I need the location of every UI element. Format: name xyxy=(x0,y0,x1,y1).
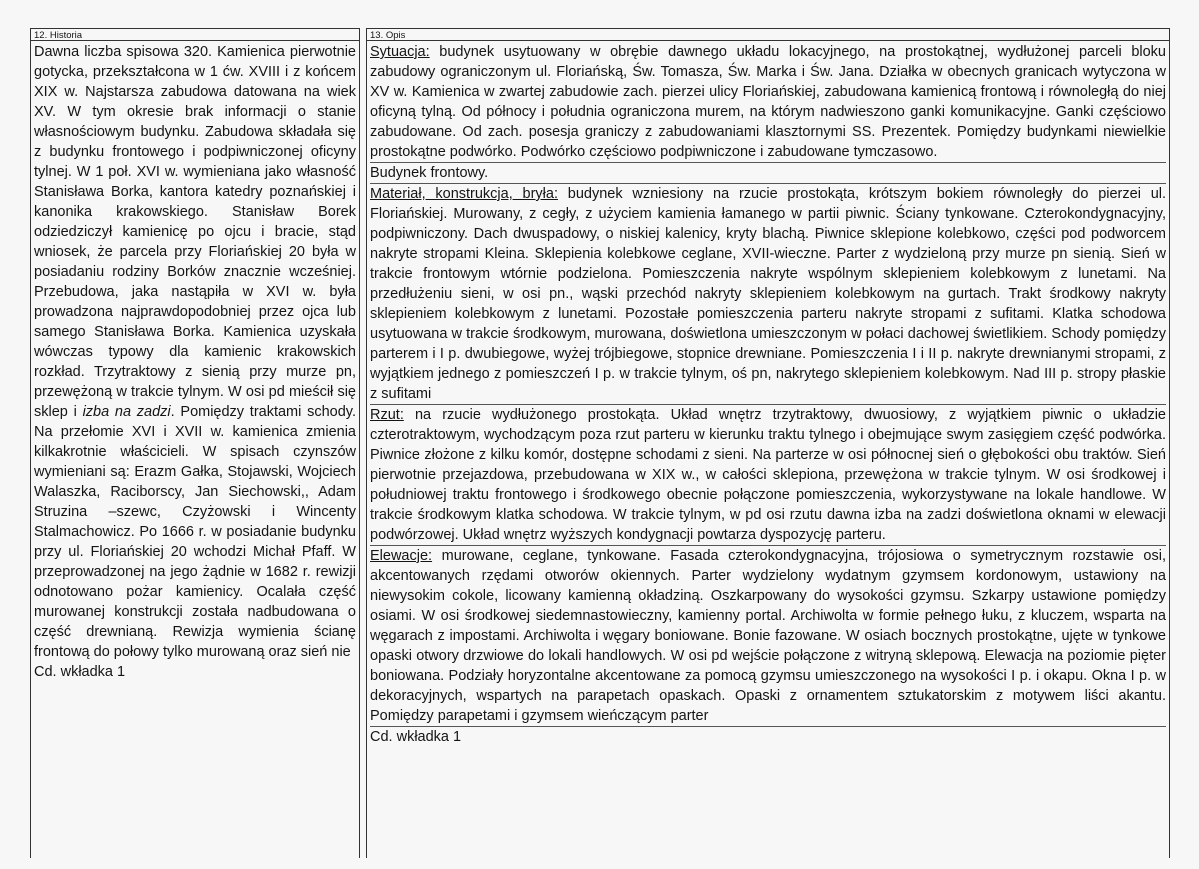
history-header: 12. Historia xyxy=(31,28,359,41)
budynek-frontowy-line xyxy=(370,163,1166,184)
description-text xyxy=(367,41,1169,747)
rzut-label: Rzut: xyxy=(370,407,404,423)
sytuacja-label: Sytuacja: xyxy=(370,44,430,60)
material-section xyxy=(370,184,1166,405)
sytuacja-text: budynek usytuowany w obrębie dawnego układu lokacyjnego, na prostokątnej, wydłużonej parceli bloku zabudowy ograniczonym ul. Floriańską, Św. Tomasza, Św. Marka i Św. Jana. Działka w obecnych granicach wytyczona w XV w. Kamienica w zwartej zabudowie zach. pierzei ulicy Floriańskiej, zabudowana kamienicą frontową i równoległą do niej oficyną tylną. Od północy i południa ograniczona murem, na którym nadwieszono ganki komunikacyjne. Ganki częściowo zabudowane. Od zach. posesja graniczy z zabudowaniami klasztornymi SS. Prezentek. Pomiędzy budynkami niewielkie prostokątne podwórko. Podwórko częściowo podpiwniczone i zabudowane tymczasowo. xyxy=(370,44,1166,160)
description-column xyxy=(366,28,1170,858)
elewacje-label: Elewacje: xyxy=(370,548,433,564)
elewacje-section xyxy=(370,546,1166,727)
history-text xyxy=(31,41,359,682)
history-italic-term: izba na zadzi xyxy=(82,404,171,420)
description-continuation: Cd. wkładka 1 xyxy=(370,729,462,745)
rzut-section xyxy=(370,405,1166,546)
history-column xyxy=(30,28,360,858)
description-header: 13. Opis xyxy=(367,28,1169,41)
material-label: Materiał, konstrukcja, bryła: xyxy=(370,186,558,202)
record-card xyxy=(30,28,1170,858)
history-continuation: Cd. wkładka 1 xyxy=(34,664,126,680)
budynek-frontowy-text: Budynek frontowy. xyxy=(370,165,489,181)
sytuacja-section xyxy=(370,42,1166,163)
history-text-part2: . Pomiędzy traktami schody. Na przełomie XVI i XVII w. kamienica zmienia kilkakrotnie właścicieli. W spisach czynszów wymieniani są: Erazm Gałka, Stojawski, Wojciech Walaszka, Raciborscy, Jan Siechowski,, Adam Struzina –szewc, Czyżowski i Wincenty Stalmachowicz. Po 1666 r. w posiadanie budynku przy ul. Floriańskiej 20 wchodzi Michał Pfaff. W przeprowadzonej na jego żądnie w 1682 r. rewizji odnotowano pożar kamienicy. Ocalała część murowanej konstrukcji została nadbudowana o część drewnianą. Rewizja wymienia ścianę frontową do połowy tylko murowaną oraz sień nie xyxy=(34,404,356,660)
history-text-part1: Dawna liczba spisowa 320. Kamienica pierwotnie gotycka, przekształcona w 1 ćw. XVIII i z końcem XIX w. Najstarsza zabudowa datowana na wiek XV. W tym okresie brak informacji o stanie własnościowym budynku. Zabudowa składała się z budynku frontowego i podpiwniczonej oficyny tylnej. W 1 poł. XVI w. wymieniana jako własność Stanisława Borka, kantora katedry poznańskiej i kanonika krakowskiego. Stanisław Borek odziedziczył kamienicę po ojcu i bracie, stąd wniosek, że parcela przy Floriańskiej 20 była w posiadaniu rodziny Borków znacznie wcześniej. Przebudowa, jaka nastąpiła w XVI w. była prowadzona najprawdopodobniej przez ojca lub samego Stanisława Borka. Kamienica uzyskała wówczas typowy dla kamienic krakowskich rozkład. Trzytraktowy z sienią przy murze pn, przewężoną w trakcie tylnym. W osi pd mieścił się sklep i xyxy=(34,44,356,420)
elewacje-text: murowane, ceglane, tynkowane. Fasada czterokondygnacyjna, trójosiowa o symetrycznym rozstawie osi, akcentowanych rzędami otworów okiennych. Parter wydzielony wydatnym gzymsem kordonowym, ustawiony na niewysokim cokole, licowany kamienną okładziną. Oszkarpowany do wysokości gzymsu. Szkarpy ustawione pomiędzy osiami. W osi środkowej siedemnastowieczny, kamienny portal. Archiwolta w formie pełnego łuku, z kluczem, wsparta na węgarach z impostami. Archiwolta i węgary boniowane. Bonie fazowane. W osiach bocznych prostokątne, ujęte w tynkowe opaski otwory drzwiowe do lokali handlowych. W osi pd wejście połączone z witryną sklepową. Elewacja na poziomie pięter boniowana. Podziały horyzontalne akcentowane za pomocą gzymsu umieszczonego na wysokości I p. i okapu. Okna I p. w dekoracyjnych, wspartych na parapetach opaskach. Opaski z ornamentem sztukatorskim z motywem liści akantu. Pomiędzy parapetami i gzymsem wieńczącym parter xyxy=(370,548,1166,724)
rzut-text: na rzucie wydłużonego prostokąta. Układ wnętrz trzytraktowy, dwuosiowy, z wyjątkiem piwnic o układzie czterotraktowym, wychodzącym poza rzut parteru w kierunku traktu tylnego i obejmujące swym zasięgiem część podwórka. Piwnice złożone z kilku komór, dostępne schodami z sieni. Na parterze w osi północnej sień o głębokości obu traktów. Sień pierwotnie przejazdowa, przebudowana w XIX w., w całości sklepiona, przewężona w trakcie tylnym. W osi środkowej i południowej traktu frontowego i środkowego obecnie połączone pomieszczenia, wykorzystywane na lokale handlowe. W trakcie środkowym klatka schodowa. W trakcie tylnym, w pd osi rzutu dawna izba na zadzi doświetlona oknami w elewacji podwórzowej. Układ wnętrz wyższych kondygnacji powtarza dyspozycję parteru. xyxy=(370,407,1166,543)
material-text: budynek wzniesiony na rzucie prostokąta, krótszym bokiem równoległy do pierzei ul. Floriańskiej. Murowany, z cegły, z użyciem kamienia łamanego w partii piwnic. Ściany tynkowane. Czterokondygnacyjny, podpiwniczony. Dach dwuspadowy, o niskiej kalenicy, kryty blachą. Piwnice sklepione kolebkowo, części pod podworcem nakryte stropami Kleina. Sklepienia kolebkowe ceglane, XVII-wieczne. Parter z wydzieloną przy murze pn sienią. Sień w trakcie frontowym wtórnie podzielona. Pomieszczenia nakryte wspólnym sklepieniem kolebkowym z lunetami. Na przedłużeniu sieni, w osi pn., wąski przechód nakryty sklepieniem kolebkowym na gurtach. Trakt środkowy nakryty sklepieniem kolebkowym z lunetami. Pozostałe pomieszczenia parteru nakryte stropami z sufitami. Klatka schodowa usytuowana w trakcie środkowym, murowana, doświetlona umieszczonym w połaci dachowej świetlikiem. Schody pomiędzy parterem i I p. dwubiegowe, wyżej trójbiegowe, stopnice drewniane. Pomieszczenia I i II p. nakryte drewnianymi stropami, z wyjątkiem jednego z pomieszczeń I p. w trakcie tylnym, oś pn, nakrytego sklepieniem kolebkowym. Nad III p. stropy płaskie z sufitami xyxy=(370,186,1167,402)
